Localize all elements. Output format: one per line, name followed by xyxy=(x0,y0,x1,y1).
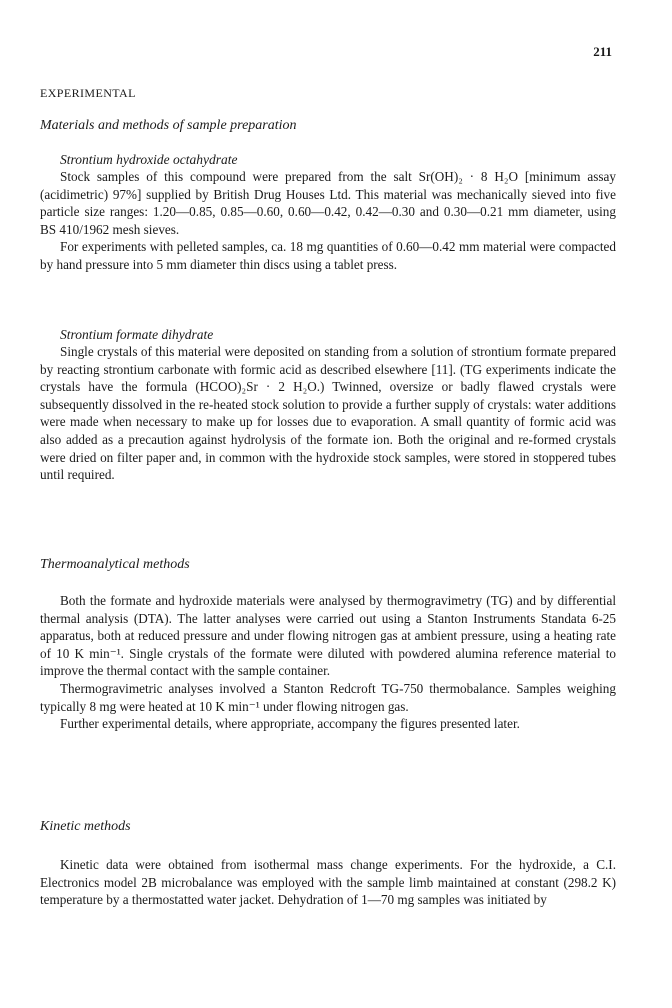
section-heading: EXPERIMENTAL xyxy=(40,86,136,100)
thermo-body xyxy=(40,592,616,733)
subsection-kinetic-title-wrap xyxy=(40,819,616,835)
hydroxide-paragraph-1: Stock samples of this compound were prepared from the salt Sr(OH)₂ · 8 H₂O [minimum assay (acidimetric) 97%] supplied by British Drug Houses Ltd. This material was mechanically sieved into five particle size ranges: 1.20—0.85, 0.85—0.60, 0.60—0.42, 0.42—0.30 and 0.30—0.21 mm diameter, using BS 410/1962 mesh sieves. xyxy=(40,169,616,237)
subsection-thermo-title-wrap xyxy=(40,557,616,573)
part-hydroxide xyxy=(40,152,616,274)
part-formate xyxy=(40,327,616,484)
subsection-kinetic-title: Kinetic methods xyxy=(40,819,131,834)
kinetic-body xyxy=(40,856,616,909)
subsection-thermo-title: Thermoanalytical methods xyxy=(40,557,190,572)
thermo-paragraph-2: Thermogravimetric analyses involved a Stanton Redcroft TG-750 thermobalance. Samples weighing typically 8 mg were heated at 10 K min⁻¹ under flowing nitrogen gas. xyxy=(40,680,616,714)
part-formate-title: Strontium formate dihydrate xyxy=(60,327,214,342)
hydroxide-paragraph-2: For experiments with pelleted samples, ca. 18 mg quantities of 0.60—0.42 mm material were compacted by hand pressure into 5 mm diameter thin discs using a tablet press. xyxy=(40,239,616,272)
thermo-paragraph-1: Both the formate and hydroxide materials were analysed by thermogravimetry (TG) and by differential thermal analysis (DTA). The latter analyses were carried out using a Stanton Instruments Standata 6-25 apparatus, both at reduced pressure and under flowing nitrogen gas at ambient pressure, using a heating rate of 10 K min⁻¹. Single crystals of the formate were diluted with powdered alumina reference material to improve the thermal contact with the sample container. xyxy=(40,593,616,679)
subsection-materials-title: Materials and methods of sample preparation xyxy=(40,118,297,133)
thermo-paragraph-3: Further experimental details, where appropriate, accompany the figures presented later. xyxy=(60,716,520,732)
kinetic-paragraph-1: Kinetic data were obtained from isothermal mass change experiments. For the hydroxide, a C.I. Electronics model 2B microbalance was employed with the sample limb maintained at constant (298.2 K) temperature by a thermostatted water jacket. Dehydration of 1—70 mg samples was initiated by xyxy=(40,857,616,908)
page-number: 211 xyxy=(593,44,612,59)
formate-paragraph-1: Single crystals of this material were deposited on standing from a solution of strontium formate prepared by reacting strontium carbonate with formic acid as described elsewhere [11]. (TG experiments indicate the crystals have the formula (HCOO)₂Sr · 2 H₂O.) Twinned, oversize or badly flawed crystals were subsequently dissolved in the re-heated stock solution to provide a further supply of crystals: water additions were made when necessary to make up for losses due to evaporation. A small quantity of formic acid was also added as a precaution against hydrolysis of the formate ion. Both the original and re-formed crystals were dried on filter paper and, in common with the hydroxide stock samples, were stored in stoppered tubes until required. xyxy=(40,344,616,483)
subsection-materials-title-wrap xyxy=(40,118,616,134)
part-hydroxide-title: Strontium hydroxide octahydrate xyxy=(60,152,238,167)
